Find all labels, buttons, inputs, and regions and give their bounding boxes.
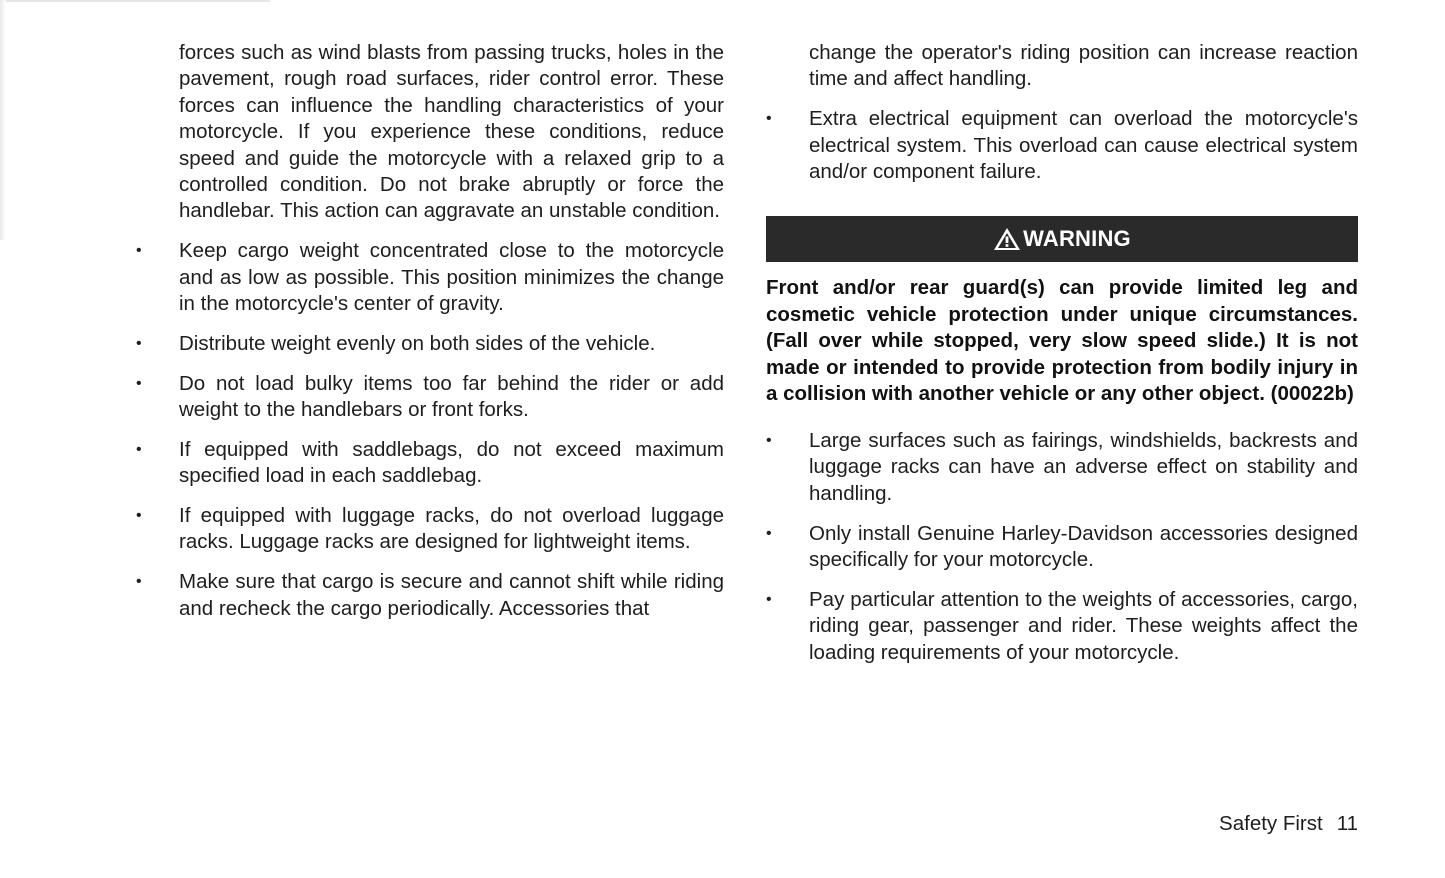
list-item — [136, 503, 724, 556]
bullet-icon: • — [766, 431, 772, 449]
bullet-icon: • — [766, 590, 772, 608]
bullet-icon: • — [136, 242, 142, 260]
bullet-icon: • — [136, 374, 142, 392]
page-top-line — [0, 0, 270, 2]
list-item — [136, 437, 724, 490]
warning-triangle-icon — [993, 227, 1021, 251]
warning-banner — [766, 216, 1358, 262]
warning-text: Front and/or rear guard(s) can provide limited leg and cosmetic vehicle protection under unique circumstances. (Fall over while stopped, very slow speed slide.) It is not made or intended to provide protection from bodily injury in a collision with another vehicle or any other object. (00022b) — [766, 276, 1358, 406]
list-item-text: Do not load bulky items too far behind the rider or add weight to the handlebars or front forks. — [179, 371, 724, 422]
list-item-text: If equipped with saddlebags, do not exceed maximum specified load in each saddlebag. — [179, 437, 724, 488]
list-item-text: If equipped with luggage racks, do not overload luggage racks. Luggage racks are designed for lightweight items. — [179, 504, 724, 554]
right-intro-paragraph: change the operator's riding position can increase reaction time and affect handling. — [809, 41, 1358, 91]
list-item-text: Extra electrical equipment can overload the motorcycle's electrical system. This overload can cause electrical system and/or component failure. — [809, 107, 1358, 184]
left-intro-paragraph: forces such as wind blasts from passing trucks, holes in the pavement, rough road surfaces, rider control error. These forces can influence the handling characteristics of your motorcycle. If you experience these conditions, reduce speed and guide the motorcycle with a relaxed grip to a controlled condition. Do not brake abruptly or force the handlebar. This action can aggravate an unstable condition. — [179, 41, 724, 223]
bullet-icon: • — [766, 110, 772, 128]
right-column — [766, 40, 1358, 666]
page-edge-shadow — [0, 0, 6, 240]
list-item — [766, 428, 1358, 507]
bullet-icon: • — [136, 507, 142, 525]
right-top-bullet-list — [766, 106, 1358, 185]
bullet-icon: • — [136, 334, 142, 352]
list-item-text: Make sure that cargo is secure and cannot shift while riding and recheck the cargo periodically. Accessories that — [179, 570, 724, 620]
list-item-text: Distribute weight evenly on both sides of the vehicle. — [179, 331, 656, 355]
bullet-icon: • — [136, 440, 142, 458]
list-item-text: Keep cargo weight concentrated close to the motorcycle and as low as possible. This position minimizes the change in the motorcycle's center of gravity. — [179, 239, 724, 316]
page-number: 11 — [1336, 812, 1358, 835]
bullet-icon: • — [766, 524, 772, 542]
page-footer — [1219, 812, 1358, 836]
list-item — [766, 106, 1358, 185]
footer-section-title: Safety First — [1219, 812, 1323, 835]
left-bullet-list — [136, 238, 724, 622]
list-item-text: Pay particular attention to the weights of accessories, cargo, riding gear, passenger and rider. These weights affect the loading requirements of your motorcycle. — [809, 587, 1358, 664]
left-column — [136, 40, 724, 622]
list-item — [766, 521, 1358, 574]
list-item-text: Only install Genuine Harley-Davidson accessories designed specifically for your motorcycle. — [809, 521, 1358, 571]
list-item — [136, 238, 724, 317]
list-item — [136, 569, 724, 622]
list-item — [136, 371, 724, 424]
right-bottom-bullet-list — [766, 428, 1358, 666]
list-item-text: Large surfaces such as fairings, windshields, backrests and luggage racks can have an adverse effect on stability and handling. — [809, 428, 1358, 505]
bullet-icon: • — [136, 573, 142, 591]
list-item — [136, 331, 724, 357]
warning-label: WARNING — [1023, 226, 1131, 252]
list-item — [766, 587, 1358, 666]
